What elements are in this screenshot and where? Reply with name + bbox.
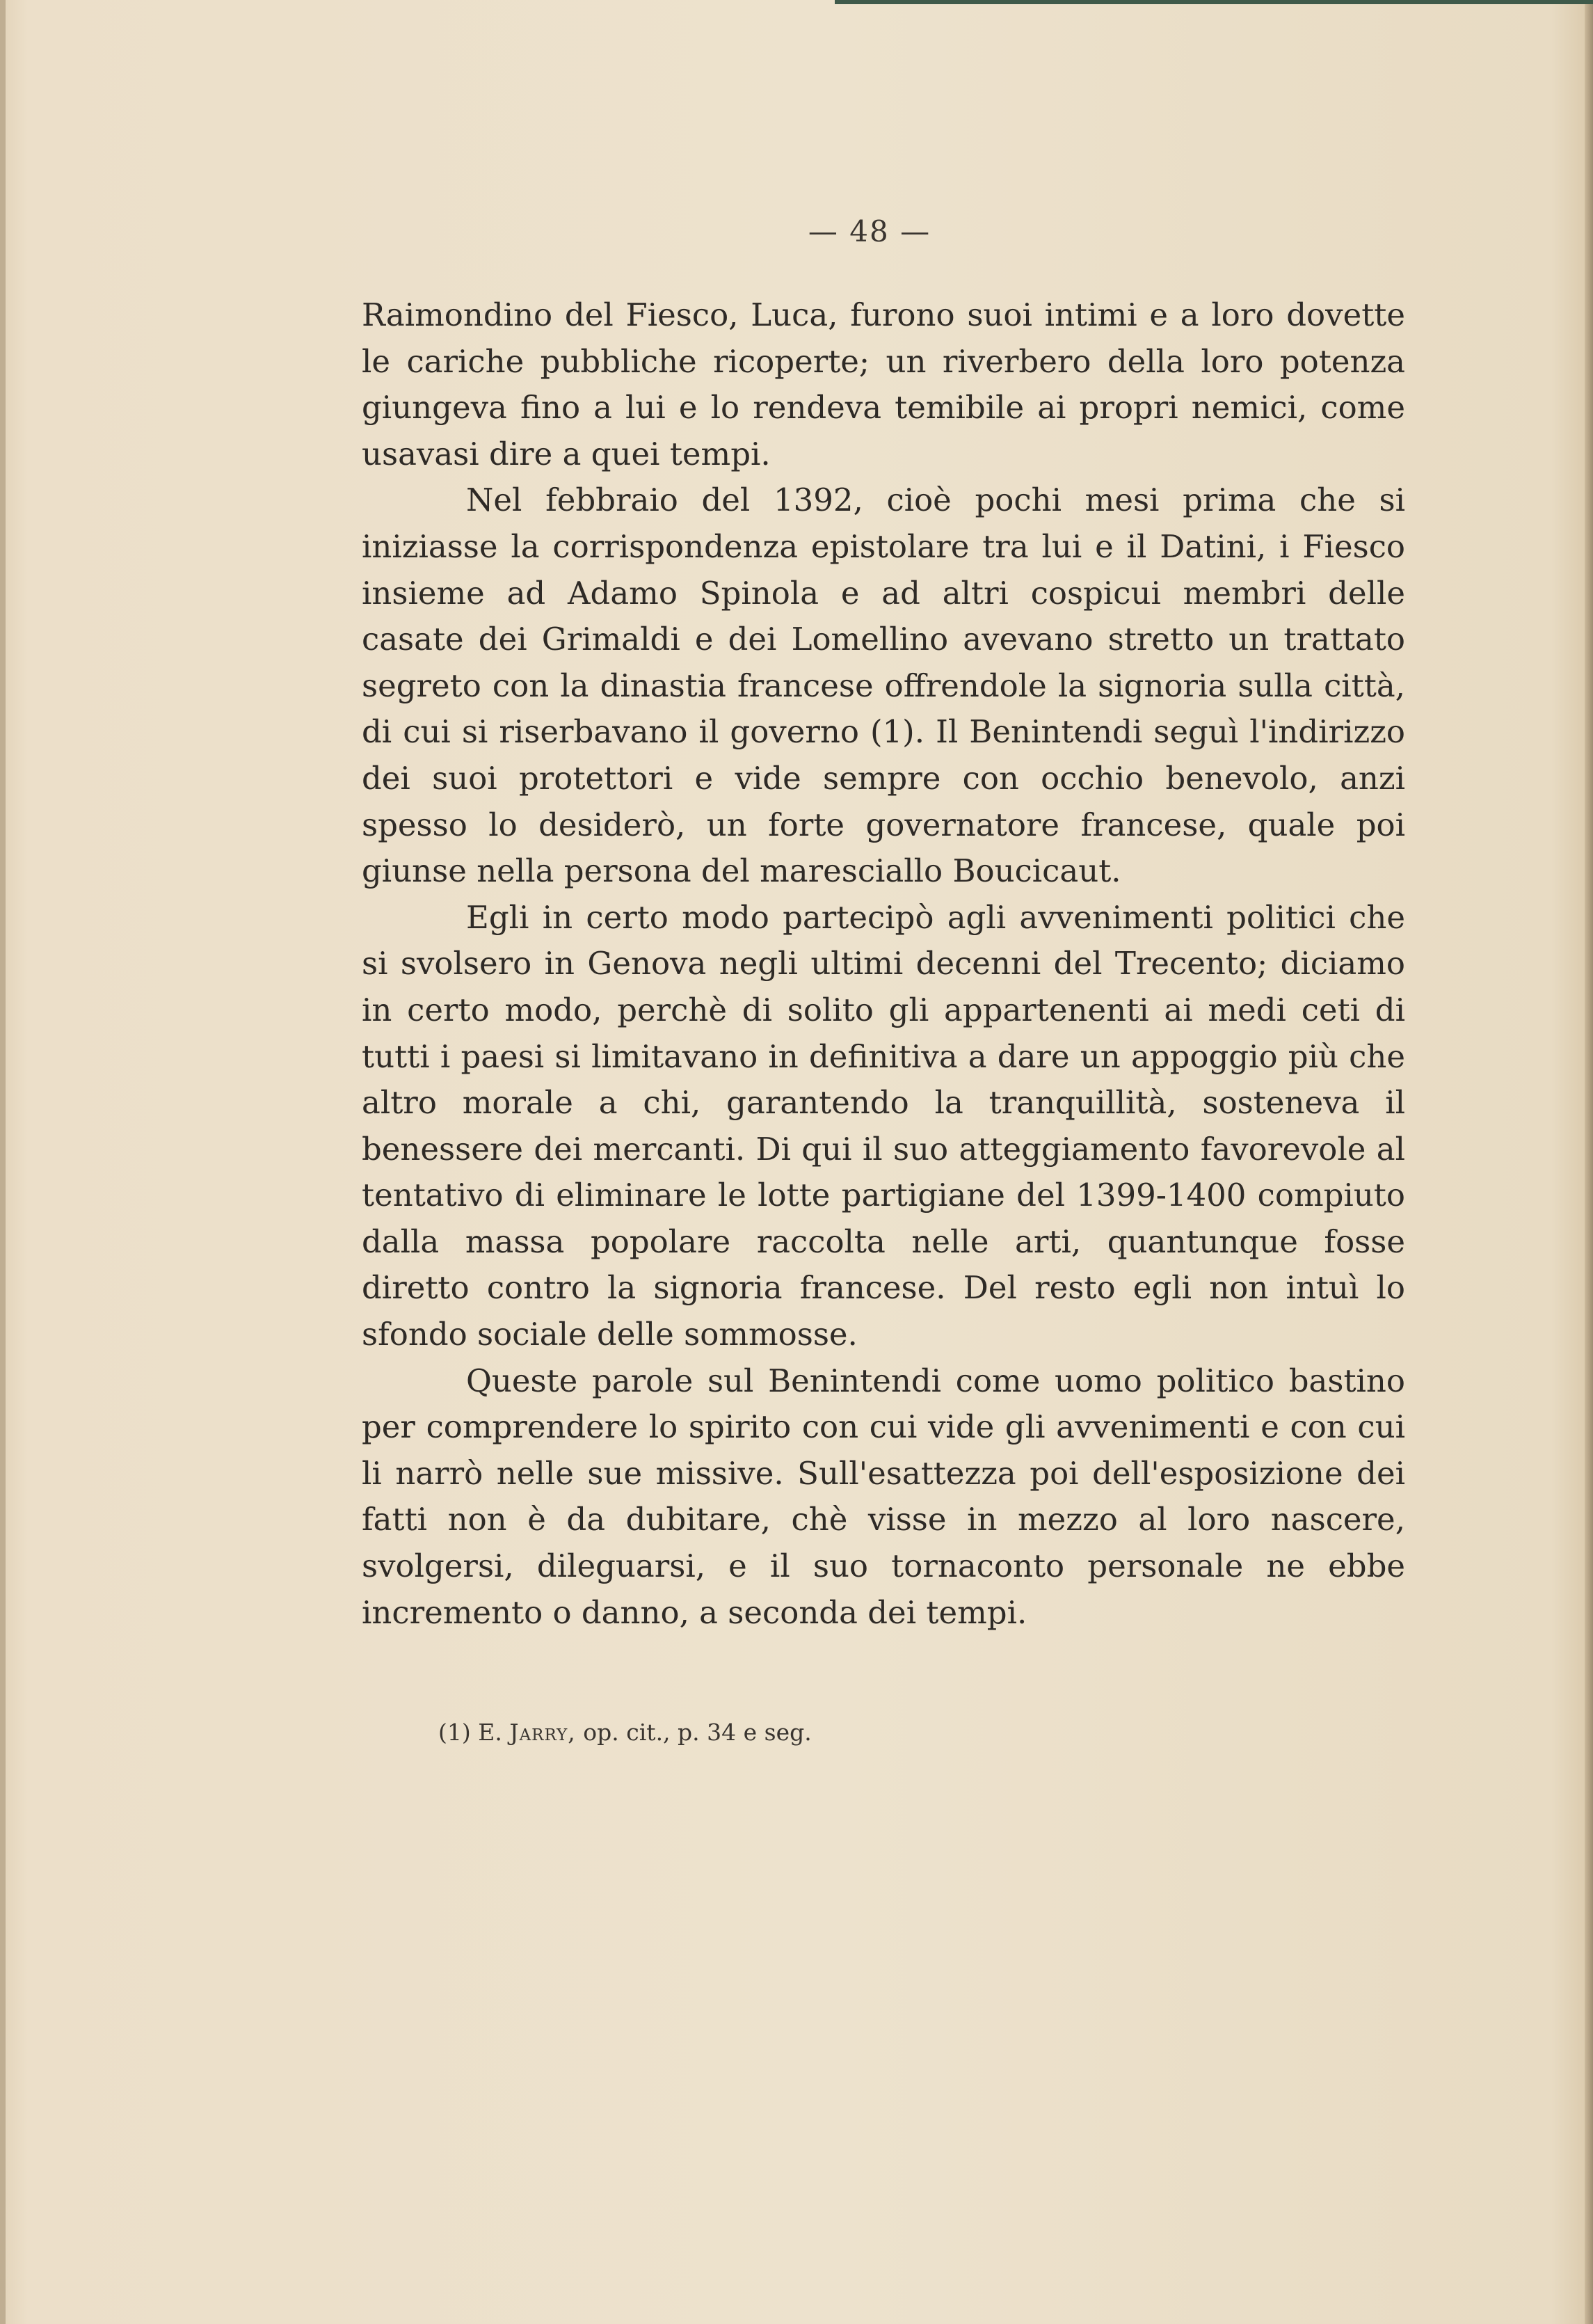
- footnote-author-surname: Jarry,: [509, 1719, 576, 1746]
- page-right-edge: [1585, 0, 1593, 2324]
- footnote: [438, 1719, 1412, 1746]
- footnote-marker: (1): [438, 1719, 471, 1746]
- body-text: [362, 292, 1405, 1636]
- paragraph-1: Raimondino del Fiesco, Luca, furono suoi intimi e a loro dovette le cariche pubbliche ricoperte; un riverbero della loro potenza giungeva fino a lui e lo rendeva temibile ai propri nemici, come usavasi dire a quei tempi.: [362, 296, 1405, 472]
- paragraph-3: Egli in certo modo partecipò agli avvenimenti politici che si svolsero in Genova negli ultimi decenni del Trecento; diciamo in certo modo, perchè di solito gli appartenenti ai medi ceti di tutti i paesi si limitavano in definitiva a dare un appoggio più che altro morale a chi, garantendo la tranquillità, sosteneva il benessere dei mercanti. Di qui il suo atteggiamento favorevole al tentativo di eliminare le lotte partigiane del 1399-1400 compiuto dalla massa popolare raccolta nelle arti, quantunque fosse diretto contro la signoria francese. Del resto egli non intuì lo sfondo sociale delle sommosse.: [362, 898, 1405, 1353]
- page-left-edge: [0, 0, 6, 2324]
- paragraph-2: Nel febbraio del 1392, cioè pochi mesi prima che si iniziasse la corrispondenza epistolare tra lui e il Datini, i Fiesco insieme ad Adamo Spinola e ad altri cospicui membri delle casate dei Grimaldi e dei Lomellino avevano stretto un trattato segreto con la dinastia francese offrendole la signoria sulla città, di cui si riserbavano il governo (1). Il Benintendi seguì l'indirizzo dei suoi protettori e vide sempre con occhio benevolo, anzi spesso lo desiderò, un forte governatore francese, quale poi giunse nella persona del maresciallo Boucicaut.: [362, 481, 1405, 890]
- binding-band: [835, 0, 1593, 4]
- page-number: — 48 —: [808, 214, 931, 248]
- paragraph-4: Queste parole sul Benintendi come uomo politico bastino per comprendere lo spirito con cui vide gli avvenimenti e con cui li narrò nelle sue missive. Sull'esattezza poi dell'esposizione dei fatti non è da dubitare, chè visse in mezzo al loro nascere, svolgersi, dileguarsi, e il suo tornaconto personale ne ebbe incremento o danno, a seconda dei tempi.: [362, 1362, 1405, 1631]
- footnote-citation: op. cit., p. 34 e seg.: [583, 1719, 812, 1746]
- footnote-author-initial: E.: [478, 1719, 502, 1746]
